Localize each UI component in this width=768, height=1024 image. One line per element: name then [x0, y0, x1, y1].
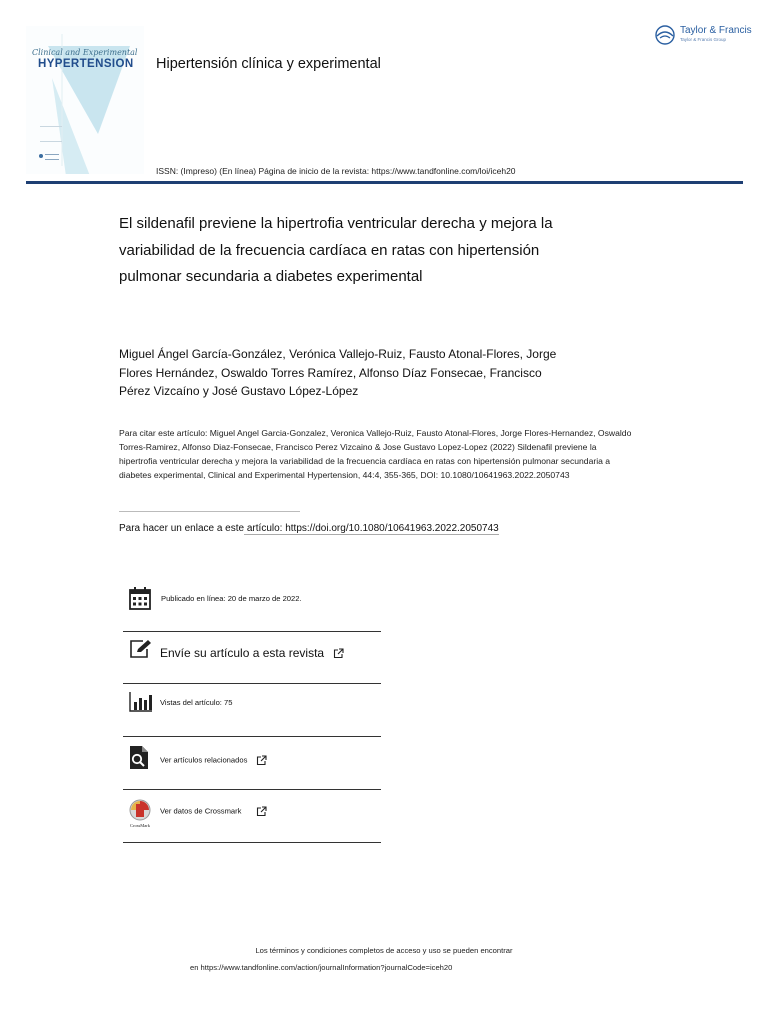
- crossmark-label: Ver datos de Crossmark: [160, 806, 242, 816]
- external-link-icon: [333, 648, 344, 659]
- article-link-line[interactable]: [119, 523, 499, 534]
- article-title: El sildenafil previene la hipertrofia ventricular derecha y mejora la variabilidad de la frecuencia cardíaca en ratas con hipertensión pulmonar secundaria a diabetes experimental: [119, 215, 553, 285]
- header-rule: [26, 181, 743, 184]
- terms-link[interactable]: en https://www.tandfonline.com/action/journalInformation?journalCode=iceh20: [190, 963, 453, 972]
- cover-publisher-text: [45, 154, 59, 160]
- article-views: Vistas del artículo: 75: [160, 698, 233, 707]
- crossmark-icon-label: CrossMark: [130, 823, 150, 828]
- publisher-subtitle: Taylor & Francis Group: [680, 37, 727, 42]
- publisher-logo[interactable]: [654, 22, 752, 48]
- issn-homepage-line[interactable]: ISSN: (Impreso) (En línea) Página de inicio de la revista: https://www.tandfonline.com/loi/iceh20: [156, 166, 516, 176]
- link-prefix: Para hacer un enlace a este: [119, 523, 245, 534]
- publisher-name: Taylor & Francis: [680, 25, 752, 36]
- related-articles-link[interactable]: [160, 755, 267, 766]
- row-divider: [123, 789, 381, 790]
- document-search-icon: [129, 745, 149, 770]
- article-doi-link[interactable]: artículo: https://doi.org/10.1080/10641963.2022.2050743: [244, 523, 499, 534]
- edit-icon: [129, 639, 153, 659]
- article-authors: Miguel Ángel García-González, Verónica Vallejo-Ruiz, Fausto Atonal-Flores, Jorge Flores Hernández, Oswaldo Torres Ramírez, Alfonso Díaz Fonsecae, Francisco Pérez Vizcaíno y José Gustavo López-López: [119, 347, 557, 398]
- row-divider: [123, 842, 381, 843]
- cover-publisher-logo: [39, 154, 43, 158]
- cover-main-title: HYPERTENSION: [38, 58, 134, 70]
- row-divider: [123, 683, 381, 684]
- crossmark-link[interactable]: [160, 806, 267, 817]
- cover-script-title: Clinical and Experimental: [32, 48, 138, 57]
- citation-text: Para citar este artículo: Miguel Angel Garcia-Gonzalez, Veronica Vallejo-Ruiz, Fausto Atonal-Flores, Jorge Flores-Hernandez, Oswaldo Torres-Ramirez, Alfonso Diaz-Fonsecae, Francisco Perez Vizcaino & Jose Gustavo Lopez-Lopez (2022) Sildenafil previene la hipertrofia ventricular derecha y mejora la variabilidad de la frecuencia cardíaca en ratas con hipertensión pulmonar secundaria a diabetes experimental, Clinical and Experimental Hypertension, 44:4, 355-365, DOI: 10.1080/10641963.2022.2050743: [119, 428, 632, 480]
- external-link-icon: [256, 755, 267, 766]
- row-divider: [123, 631, 381, 632]
- citation-divider: [119, 511, 300, 512]
- journal-cover[interactable]: [26, 26, 144, 174]
- terms-line-1: Los términos y condiciones completos de acceso y uso se pueden encontrar: [255, 946, 513, 955]
- published-date: Publicado en línea: 20 de marzo de 2022.: [161, 594, 302, 603]
- cover-text-lines: [40, 126, 62, 142]
- crossmark-icon: [127, 799, 153, 829]
- submit-article-link[interactable]: [160, 646, 344, 660]
- calendar-icon: [129, 587, 151, 610]
- submit-article-label: Envíe su artículo a esta revista: [160, 646, 325, 660]
- row-divider: [123, 736, 381, 737]
- related-articles-label: Ver artículos relacionados: [160, 755, 248, 765]
- external-link-icon: [256, 806, 267, 817]
- publisher-logo-icon: [654, 22, 678, 48]
- bar-chart-icon: [129, 691, 153, 712]
- journal-title[interactable]: Hipertensión clínica y experimental: [156, 56, 381, 72]
